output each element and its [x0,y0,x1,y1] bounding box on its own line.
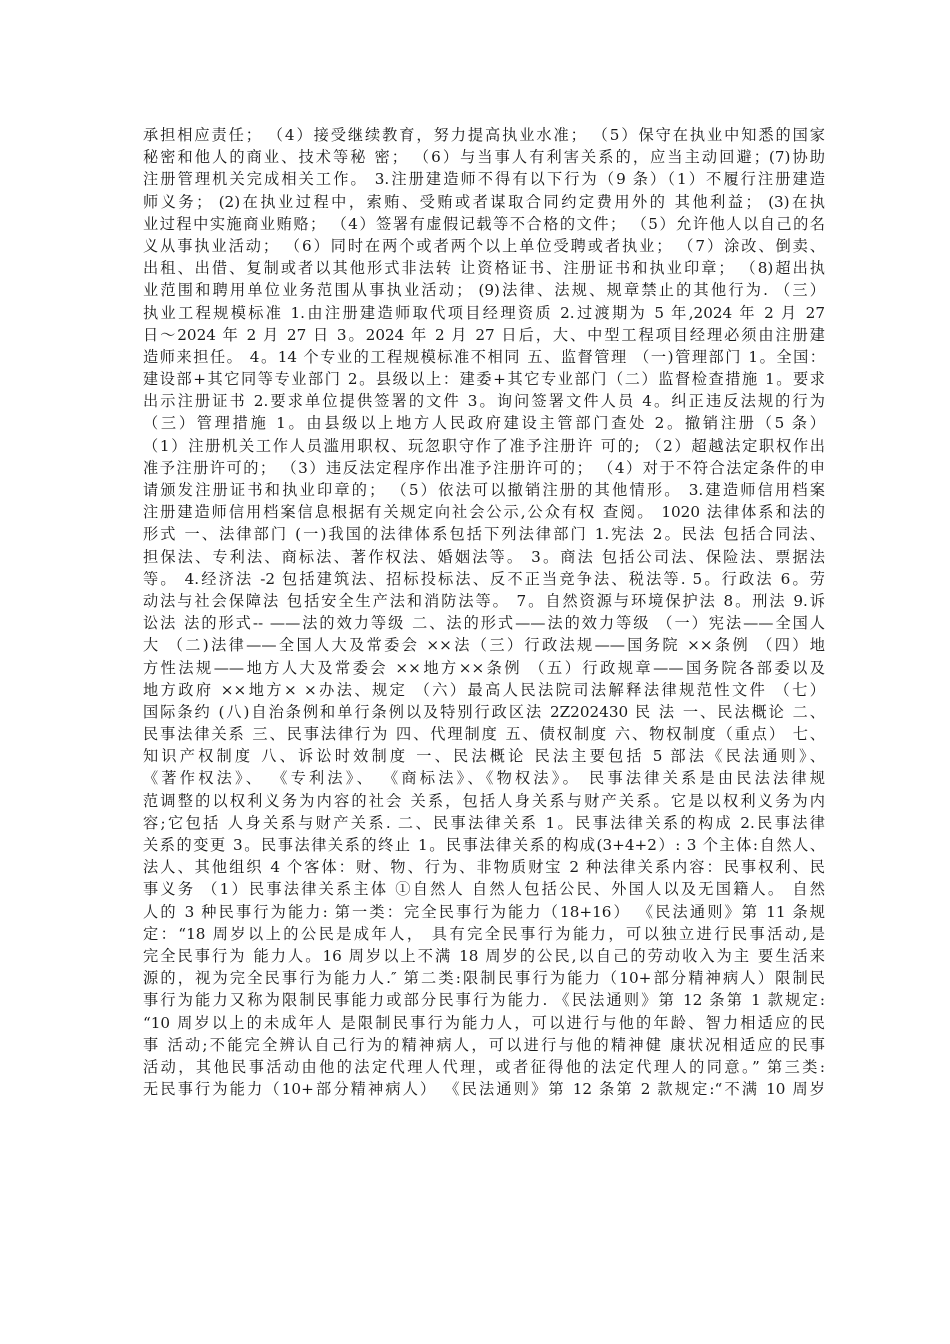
text-line: “10 周岁以上的未成年人 是限制民事行为能力人，可以进行与他的年龄、智力相适应的民 [143,1013,825,1032]
text-line: （1）注册机关工作人员滥用职权、玩忽职守作了准予注册许 可的; （2）超越法定职权作出 [143,436,825,455]
text-line: 师义务； (2)在执业过程中，索贿、受贿或者谋取合同约定费用外的 其他利益； (3)在执 [143,192,825,211]
text-line: 建设部+其它同等专业部门 2。县级以上：建委+其它专业部门（二）监督检查措施 1。要求 [143,370,825,389]
text-line: 造师来担任。 4。14 个专业的工程规模标准不相同 五、监督管理 （一)管理部门 1。全国： [143,347,825,366]
text-line: 讼法 法的形式-- ——法的效力等级 二、法的形式——法的效力等级 （一）宪法——全国人 [143,614,825,633]
text-line: 知识产权制度 八、诉讼时效制度 一、民法概论 民法主要包括 5 部法《民法通则》、 [143,747,825,766]
text-line: 活动，其他民事活动由他的法定代理人代理，或者征得他的法定代理人的同意。” 第三类: [143,1057,825,1076]
text-line: 承担相应责任； （4）接受继续教育，努力提高执业水准； （5）保守在执业中知悉的国家 [143,126,825,144]
text-line: 范调整的以权利义务为内容的社会 关系，包括人身关系与财产关系。它是以权利义务为内 [143,791,825,810]
text-line: 业范围和聘用单位业务范围从事执业活动； (9)法律、法规、规章禁止的其他行为. （三） [143,281,825,300]
text-line: 请颁发注册证书和执业印章的； （5）依法可以撤销注册的其他情形。 3.建造师信用档案 [143,481,825,499]
text-line: 事行为能力又称为限制民事能力或部分民事行为能力. 《民法通则》第 12 条第 1 款规定: [143,991,825,1010]
text-line: 秘密和他人的商业、技术等秘 密； （6）与当事人有利害关系的，应当主动回避；(7)协助 [143,148,825,167]
text-line: 形式 一、法律部门 (一)我国的法律体系包括下列法律部门 1.宪法 2。民法 包括合同法、 [143,525,825,544]
text-line: 关系的变更 3。民事法律关系的终止 1。民事法律关系的构成(3+4+2）: 3 个主体:自然人、 [143,836,825,854]
text-line: 定：“18 周岁以上的公民是成年人， 具有完全民事行为能力，可以独立进行民事活动,是 [143,924,825,943]
text-line: 民事法律关系 三、民事法律行为 四、代理制度 五、债权制度 六、物权制度（重点） 七、 [143,725,825,744]
text-line: 容;它包括 人身关系与财产关系. 二、民事法律关系 1。民事法律关系的构成 2.民事法律 [143,813,825,832]
text-line: 方性法规——地方人大及常委会 ××地方××条例 （五）行政规章——国务院各部委以及 [143,658,825,677]
text-line: 出租、出借、复制或者以其他形式非法转 让资格证书、注册证书和执业印章； （8)超出执 [143,259,825,278]
text-line: 大 （二)法律——全国人大及常委会 ××法（三）行政法规——国务院 ××条例 （四）地 [143,636,825,655]
text-line: 人的 3 种民事行为能力: 第一类：完全民事行为能力（18+16） 《民法通则》第 11 条规 [143,902,825,921]
text-line: 法人、其他组织 4 个客体：财、物、行为、非物质财宝 2 种法律关系内容：民事权利、民 [143,858,825,877]
text-line: 国际条约 (八)自治条例和单行条例以及特别行政区法 2Z202430 民 法 一、民法概论 二、 [143,702,825,721]
text-line: 担保法、专利法、商标法、著作权法、婚姻法等。 3。商法 包括公司法、保险法、票据法 [143,547,825,566]
text-line: 等。 4.经济法 -2 包括建筑法、招标投标法、反不正当竞争法、税法等. 5。行政法 6。劳 [143,569,825,588]
text-line: 完全民事行为 能力人。16 周岁以上不满 18 周岁的公民,以自己的劳动收入为主 要生活来 [143,946,825,965]
text-line: 源的，视为完全民事行为能力人.″ 第二类:限制民事行为能力（10+部分精神病人）限制民 [143,969,825,988]
text-line: （三）管理措施 1。由县级以上地方人民政府建设主管部门查处 2。撤销注册（5 条） [143,414,825,433]
text-line: 事 活动;不能完全辨认自己行为的精神病人，可以进行与他的精神健 康状况相适应的民事 [143,1035,825,1054]
text-line: 准予注册许可的； （3）违反法定程序作出准予注册许可的； （4）对于不符合法定条件的申 [143,458,825,477]
text-line: 业过程中实施商业贿赂； （4）签署有虚假记载等不合格的文件； （5）允许他人以自己的名 [143,214,825,233]
text-line: 出示注册证书 2.要求单位提供签署的文件 3。询问签署文件人员 4。纠正违反法规的行为 [143,392,825,411]
text-line: 日～2024 年 2 月 27 日 3。2024 年 2 月 27 日后，大、中型工程项目经理必须由注册建 [143,325,825,344]
text-line: 执业工程规模标准 1.由注册建造师取代项目经理资质 2.过渡期为 5 年,2024 年 2 月 27 [143,303,825,322]
body-text [143,124,825,1100]
text-line: 义从事执业活动； （6）同时在两个或者两个以上单位受聘或者执业； （7）涂改、倒卖、 [143,236,825,255]
text-line: 注册管理机关完成相关工作。 3.注册建造师不得有以下行为（9 条）（1）不履行注册建造 [143,170,825,189]
text-line: 动法与社会保障法 包括安全生产法和消防法等。 7。自然资源与环境保护法 8。刑法 9.诉 [143,591,825,610]
text-line: 事义务 （1）民事法律关系主体 ①自然人 自然人包括公民、外国人以及无国籍人。 自然 [143,880,825,899]
text-line: 无民事行为能力（10+部分精神病人） 《民法通则》第 12 条第 2 款规定:“不满 10 周岁 [143,1080,825,1099]
text-line: 注册建造师信用档案信息根据有关规定向社会公示,公众有权 查阅。 1020 法律体系和法的 [143,503,825,522]
text-line: 《著作权法》、 《专利法》、 《商标法》、《物权法》。 民事法律关系是由民法法律规 [143,769,825,788]
text-line: 地方政府 ××地方× ×办法、规定 （六）最高人民法院司法解释法律规范性文件 （七） [143,680,825,699]
